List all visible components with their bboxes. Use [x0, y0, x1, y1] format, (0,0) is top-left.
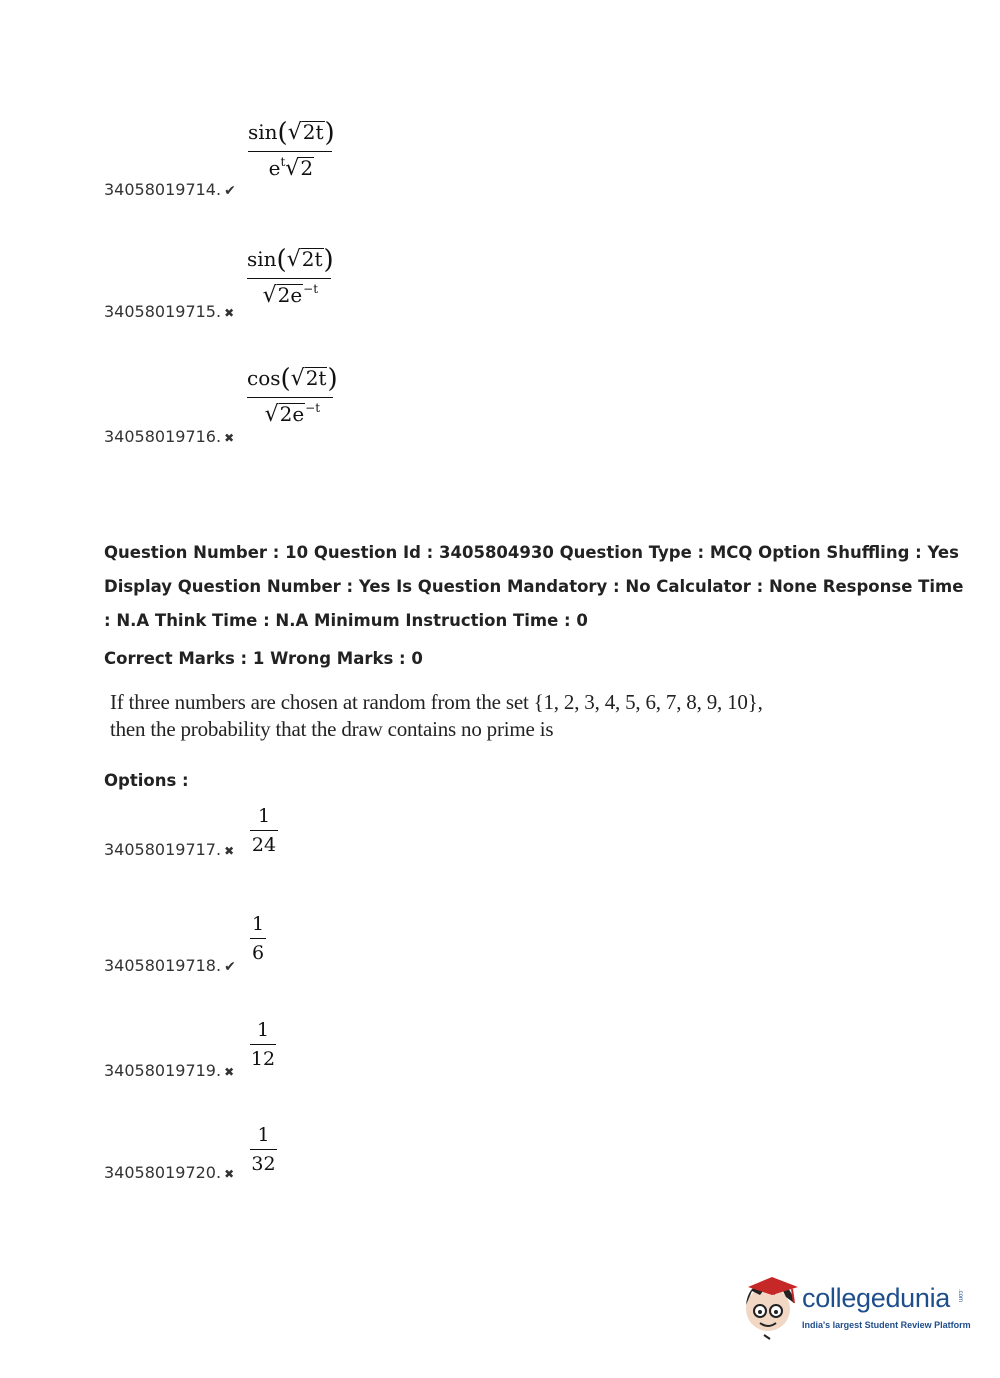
options-label: Options : — [104, 771, 189, 790]
option-formula: sin(√2t) $e^t√2$ — [248, 118, 335, 181]
question-text-line-1: If three numbers are chosen at random from the set {1, 2, 3, 4, 5, 6, 7, 8, 9, 10}, — [110, 690, 763, 714]
question-meta-line-3: : N.A Think Time : N.A Minimum Instruction Time : 0 — [104, 611, 588, 630]
option-fraction: 1 24 — [251, 805, 277, 856]
wrong-cross-icon: ✖ — [224, 1065, 235, 1079]
option-id: 34058019720. — [104, 1163, 222, 1182]
wrong-cross-icon: ✖ — [224, 431, 235, 445]
option-formula: sin(√2t) $√2e^{-t}$ — [247, 245, 334, 308]
marks-info: Correct Marks : 1 Wrong Marks : 0 — [104, 649, 423, 668]
option-id: 34058019718. — [104, 956, 222, 975]
wrong-cross-icon: ✖ — [224, 1167, 235, 1181]
wrong-cross-icon: ✖ — [224, 844, 235, 858]
mascot-icon — [742, 1275, 800, 1345]
logo-suffix: .com — [957, 1289, 963, 1303]
option-formula: cos(√2t) $√2e^{-t}$ — [247, 364, 338, 427]
option-fraction: 1 32 — [251, 1124, 276, 1175]
option-fraction: 1 6 — [251, 913, 265, 964]
correct-check-icon: ✔ — [224, 183, 236, 199]
logo-tagline: India's largest Student Review Platform — [802, 1320, 971, 1330]
option-id: 34058019714. — [104, 180, 222, 199]
option-id: 34058019715. — [104, 302, 222, 321]
collegedunia-logo — [742, 1275, 972, 1345]
logo-wordmark: collegedunia — [802, 1283, 951, 1313]
option-id: 34058019717. — [104, 840, 222, 859]
question-text-line-2: then the probability that the draw contains no prime is — [110, 717, 554, 741]
option-id: 34058019716. — [104, 427, 222, 446]
question-meta-line-1: Question Number : 10 Question Id : 3405804930 Question Type : MCQ Option Shuffling : Yes — [104, 543, 959, 562]
option-id: 34058019719. — [104, 1061, 222, 1080]
wrong-cross-icon: ✖ — [224, 306, 235, 320]
option-fraction: 1 12 — [250, 1019, 276, 1070]
question-meta-line-2: Display Question Number : Yes Is Question Mandatory : No Calculator : None Response Time — [104, 577, 964, 596]
correct-check-icon: ✔ — [224, 959, 236, 975]
